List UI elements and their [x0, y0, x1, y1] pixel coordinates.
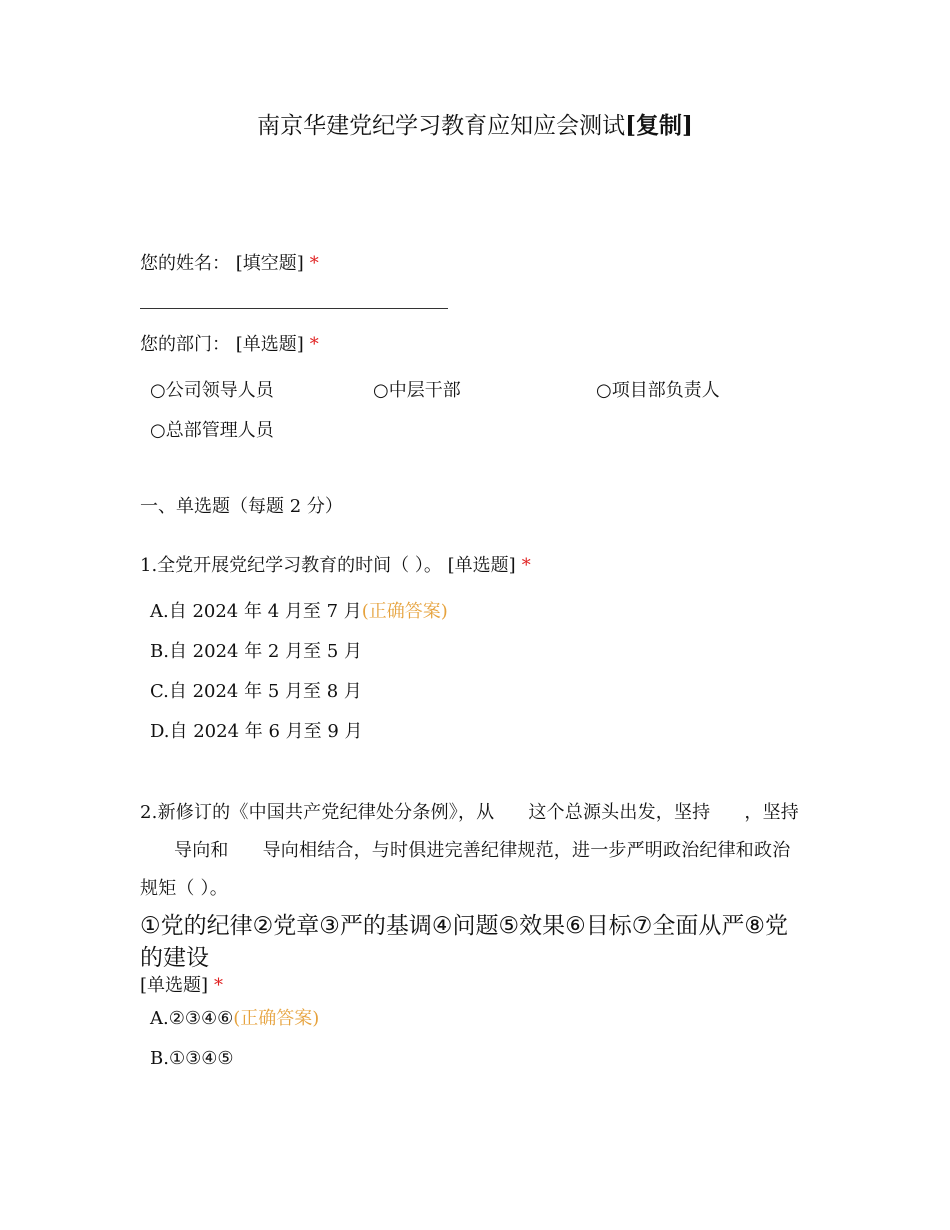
- option-text: A.自 2024 年 4 月至 7 月: [150, 601, 362, 622]
- question-1: [140, 554, 531, 578]
- question-2-option-b[interactable]: B.①③④⑤: [150, 1048, 234, 1069]
- department-option[interactable]: ○项目部负责人: [596, 380, 720, 401]
- prompt-part: 导向和: [174, 840, 229, 861]
- option-text: A.②③④⑥: [150, 1008, 234, 1029]
- question-2-prompt: [140, 794, 805, 908]
- question-2-option-a[interactable]: [150, 1007, 319, 1031]
- prompt-part: 导向相结合，与时俱进完善纪律规范，进一步严明政治纪律和政治规矩（ ）。: [140, 840, 791, 899]
- name-type: [填空题]: [235, 253, 304, 274]
- question-2-type: [单选题]: [140, 975, 209, 996]
- name-answer-line[interactable]: [140, 308, 448, 309]
- prompt-part: 这个总源头出发，坚持: [528, 802, 711, 823]
- department-type: [单选题]: [235, 334, 304, 355]
- department-option[interactable]: ○公司领导人员: [150, 380, 274, 401]
- question-1-option-b[interactable]: B.自 2024 年 2 月至 5 月: [150, 641, 362, 662]
- section-heading: 一、单选题（每题 2 分）: [140, 496, 343, 517]
- question-1-option-a[interactable]: [150, 600, 448, 624]
- department-question: [140, 333, 319, 357]
- question-2-type-line: [140, 974, 223, 998]
- required-mark: *: [309, 253, 319, 274]
- department-label: 您的部门：: [140, 334, 230, 355]
- department-option[interactable]: ○总部管理人员: [150, 420, 274, 441]
- question-2-choices: ①党的纪律②党章③严的基调④问题⑤效果⑥目标⑦全面从严⑧党的建设: [140, 913, 788, 971]
- correct-answer-tag: (正确答案): [233, 1008, 320, 1029]
- required-mark: *: [521, 555, 531, 576]
- question-1-option-d[interactable]: D.自 2024 年 6 月至 9 月: [150, 721, 363, 742]
- survey-title-suffix: [复制]: [625, 112, 693, 139]
- department-option[interactable]: ○中层干部: [373, 380, 461, 401]
- survey-title: [0, 110, 950, 142]
- survey-title-main: 南京华建党纪学习教育应知应会测试: [257, 113, 626, 139]
- name-question: [140, 252, 319, 276]
- name-label: 您的姓名：: [140, 253, 230, 274]
- question-1-prompt: 1.全党开展党纪学习教育的时间（ ）。: [140, 555, 442, 576]
- prompt-part: ，坚持: [744, 802, 799, 823]
- question-1-option-c[interactable]: C.自 2024 年 5 月至 8 月: [150, 681, 362, 702]
- question-1-type: [单选题]: [447, 555, 516, 576]
- required-mark: *: [309, 334, 319, 355]
- correct-answer-tag: (正确答案): [361, 601, 448, 622]
- prompt-part: 2.新修订的《中国共产党纪律处分条例》，从: [140, 802, 495, 823]
- required-mark: *: [214, 975, 224, 996]
